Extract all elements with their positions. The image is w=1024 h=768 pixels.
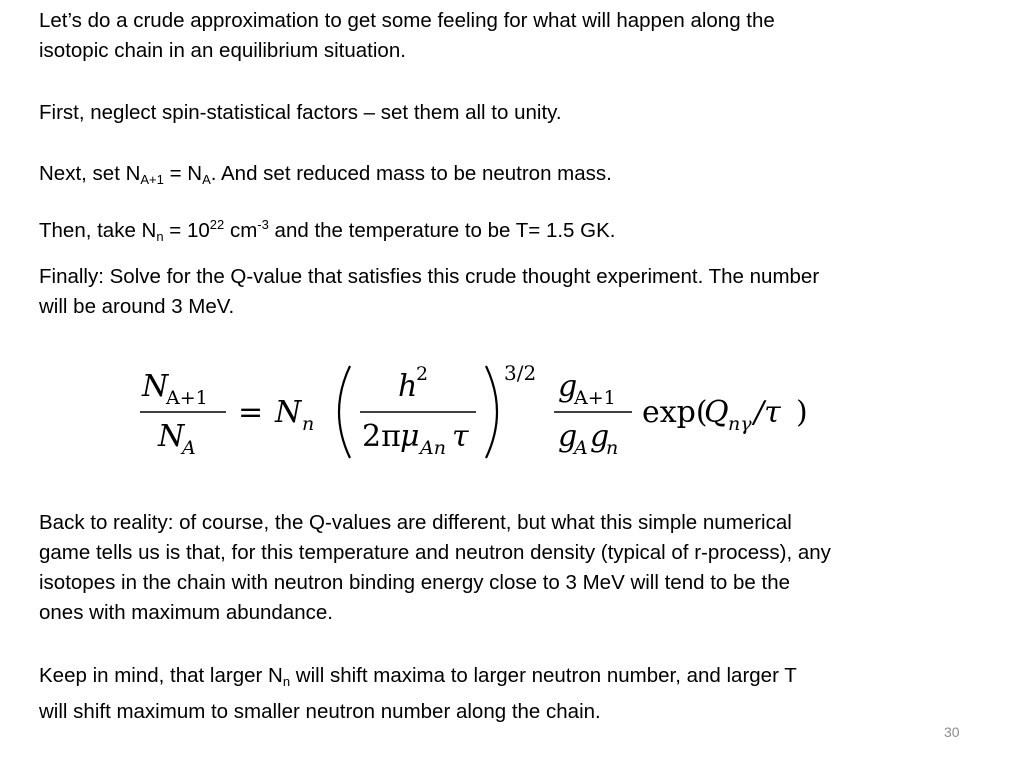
eq-gA: g bbox=[558, 419, 578, 454]
subscript: n bbox=[282, 674, 291, 689]
reality-line-1: Back to reality: of course, the Q-values are different, but what this simple numerical bbox=[39, 511, 792, 534]
eq-two-pi: 2π bbox=[362, 419, 401, 454]
eq-mu: μ bbox=[400, 419, 420, 454]
finally-paragraph bbox=[39, 262, 979, 322]
eq-h-exp: 2 bbox=[416, 363, 429, 385]
superscript: -3 bbox=[257, 217, 269, 232]
text-run: Next, set N bbox=[39, 162, 141, 185]
subscript: A+1 bbox=[140, 172, 164, 187]
intro-line-1: Let’s do a crude approximation to get some feeling for what will happen along the bbox=[39, 9, 775, 32]
intro-paragraph bbox=[39, 6, 979, 66]
subscript: A bbox=[202, 172, 211, 187]
eq-equals: = bbox=[238, 395, 264, 430]
text-run: Keep in mind, that larger N bbox=[39, 664, 283, 687]
first-step-paragraph: First, neglect spin-statistical factors – set them all to unity. bbox=[39, 101, 562, 124]
eq-gn: g bbox=[590, 419, 610, 454]
eq-left-paren bbox=[339, 366, 350, 458]
eq-mu-sub: An bbox=[420, 437, 446, 459]
text-run: cm bbox=[224, 219, 258, 242]
text-run: = N bbox=[163, 162, 203, 185]
intro-line-2: isotopic chain in an equilibrium situation. bbox=[39, 39, 406, 62]
reality-line-3: isotopes in the chain with neutron binding energy close to 3 MeV will tend to be the bbox=[39, 571, 790, 594]
eq-gn-sub: n bbox=[606, 437, 619, 459]
finally-line-2: will be around 3 MeV. bbox=[39, 295, 235, 318]
eq-Nn-sub: n bbox=[302, 413, 315, 435]
eq-lhs-denominator: N bbox=[158, 419, 185, 454]
eq-lhs-numerator: N bbox=[142, 369, 169, 404]
eq-Q-sub: nγ bbox=[728, 413, 752, 435]
eq-power: 3/2 bbox=[504, 361, 537, 385]
keep-in-mind-paragraph bbox=[39, 661, 979, 727]
eq-exp: exp( bbox=[642, 395, 708, 430]
next-step-paragraph bbox=[39, 159, 979, 195]
text-run: Then, take N bbox=[39, 219, 157, 242]
eq-g-numerator: g bbox=[558, 369, 578, 404]
eq-lhs-denominator-sub: A bbox=[182, 437, 196, 459]
eq-right-paren bbox=[486, 366, 497, 458]
text-run: will shift maximum to smaller neutron number along the chain. bbox=[39, 700, 601, 723]
then-step-paragraph bbox=[39, 210, 979, 252]
page-number: 30 bbox=[944, 724, 960, 740]
text-run: will shift maxima to larger neutron number, and larger T bbox=[290, 664, 797, 687]
eq-slash-tau: /τ bbox=[754, 395, 781, 430]
superscript: 22 bbox=[209, 217, 225, 232]
subscript: n bbox=[156, 229, 164, 244]
text-run: and the temperature to be T= 1.5 GK. bbox=[268, 219, 616, 242]
eq-g-numerator-sub: A+1 bbox=[574, 387, 616, 409]
text-run: = 10 bbox=[163, 219, 210, 242]
finally-line-1: Finally: Solve for the Q-value that satisfies this crude thought experiment. The number bbox=[39, 265, 820, 288]
eq-lhs-numerator-sub: A+1 bbox=[166, 387, 208, 409]
saha-equation bbox=[138, 358, 838, 468]
reality-paragraph bbox=[39, 508, 979, 628]
equation-svg bbox=[138, 358, 838, 468]
eq-tau: τ bbox=[452, 419, 469, 454]
eq-h: h bbox=[398, 369, 418, 404]
eq-gA-sub: A bbox=[574, 437, 588, 459]
text-run: . And set reduced mass to be neutron mass. bbox=[210, 162, 612, 185]
eq-Nn: N bbox=[275, 395, 302, 430]
reality-line-4: ones with maximum abundance. bbox=[39, 601, 333, 624]
reality-line-2: game tells us is that, for this temperature and neutron density (typical of r-process), any bbox=[39, 541, 831, 564]
eq-Q: Q bbox=[704, 395, 729, 430]
eq-close-paren: ) bbox=[796, 395, 808, 430]
